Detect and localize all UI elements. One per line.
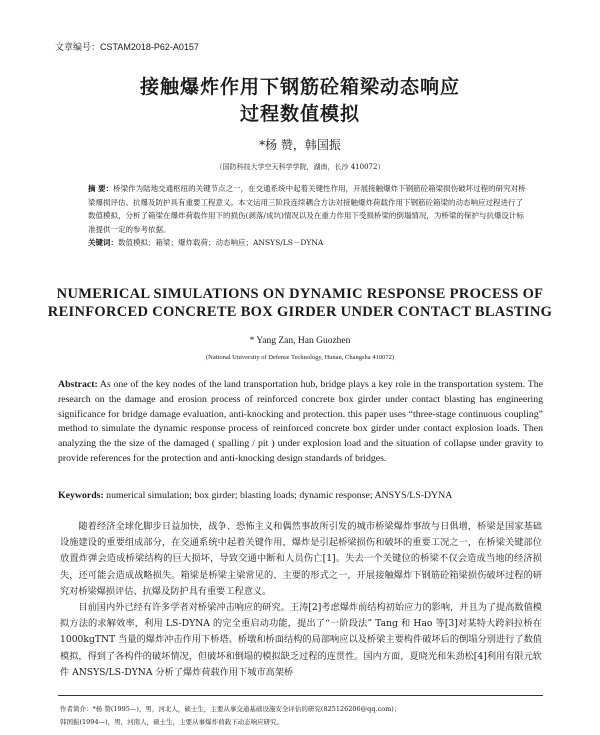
- body-text: [60, 519, 542, 681]
- keywords-cn-label: 关键词：: [88, 238, 118, 248]
- keywords-cn-text: 数值模拟；箱梁；爆炸载荷；动态响应；ANSYS/LS－DYNA: [118, 238, 324, 248]
- abstract-en-label: Abstract:: [58, 379, 98, 390]
- abstract-cn-text: 桥梁作为陆地交通枢纽的关键节点之一，在交通系统中起着关键性作用，开展接触爆炸下钢筋砼箱梁损伤破坏过程的研究对桥梁爆损评估、抗爆及防护具有重要工程意义。本文运用三阶段连续耦合方法对接触爆炸荷载作用下钢筋砼箱梁的动态响应过程进行了数值模拟，分析了箱梁在爆炸荷载作用下的损伤(剥落/成坑)情况以及在重力作用下受损桥梁的倒塌情况，为桥梁的保护与抗爆设计标准提供一定的参考依据。: [88, 184, 526, 234]
- title-en-line2: REINFORCED CONCRETE BOX GIRDER UNDER CONTACT BLASTING: [47, 304, 553, 320]
- affiliation-cn: （国防科技大学空天科学学院，湖南，长沙 410072）: [215, 163, 385, 171]
- affiliation-en: (National University of Defense Technology, Hunan, Changsha 410072): [205, 354, 394, 361]
- abstract-en-text: As one of the key nodes of the land transportation hub, bridge plays a key role in the transportation system. The research on the damage and erosion process of reinforced concrete box girder under contact blasting has engineering significance for bridge damage evaluation, anti-knocking and protection. this paper uses “three-stage continuous coupling” method to simulate the dynamic response process of reinforced concrete box girder under contact explosion loads. Then analyzing the the size of the damaged ( spalling / pit ) under explosion load and the situation of collapse under gravity to provide references for the protection and anti-knocking design standards of bridges.: [58, 379, 543, 464]
- keywords-en-label: Keywords:: [58, 490, 104, 501]
- body-paragraph-2: 目前国内外已经有许多学者对桥梁冲击响应的研究。王涛[2]考虑爆炸前结构初始应力的影响，并且为了提高数值模拟方法的求解效率，利用 LS-DYNA 的完全重启动功能，提出了“一阶段法” Tang 和 Hao 等[3]对某特大跨斜拉桥在 1000kgTNT 当量的爆炸冲击作用下桥塔、桥墩和桥面结构的局部响应以及桥梁主要构件破坏后的倒塌分别进行了数值模拟，得到了各构件的破坏情况，但破坏和倒塌的模拟缺乏过程的连贯性。国内方面，夏晓光和朱劲松[4]利用有限元软件 ANSYS/LS-DYNA 分析了爆炸荷载作用下城市高架桥: [60, 602, 542, 678]
- abstract-cn-label: 摘 要：: [88, 184, 114, 193]
- keywords-cn: [88, 236, 528, 250]
- footnote-divider: [58, 695, 543, 696]
- title-cn-line2: 过程数值模拟: [239, 103, 360, 125]
- title-cn-line1: 接触爆炸作用下钢筋砼箱梁动态响应: [139, 76, 460, 98]
- footnote-author-1: 作者简介：*杨 赞(1995—)，男，河北人，硕士生，主要从事交通基础设施安全评估的研究(825126206@qq.com)；: [60, 705, 401, 713]
- abstract-cn: [88, 182, 528, 250]
- authors-cn: *杨 赞，韩国振: [259, 138, 341, 152]
- body-paragraph-1: 随着经济全球化脚步日益加快，战争、恐怖主义和偶然事故所引发的城市桥梁爆炸事故与日俱增，桥梁是国家基础设施建设的重要组成部分，在交通系统中起着关键作用，爆炸是引起桥梁损伤和破坏的重要工况之一，在桥梁关键部位放置炸弹会造成桥梁结构的巨大损坏，导致交通中断和人员伤亡[1]。失去一个关键位的桥梁不仅会造成当地的经济损失，还可能会造成战略损失。箱梁是桥梁主梁常见的、主要的形式之一，开展接触爆炸下钢筋砼箱梁损伤破坏过程的研究对桥梁爆损评估、抗爆及防护具有重要工程意义。: [60, 521, 542, 597]
- footnote-author-2: 韩国振(1994—)，男，河南人，硕士生，主要从事爆炸荷载下动态响应研究。: [60, 718, 284, 726]
- keywords-en: [58, 490, 543, 501]
- abstract-en: [58, 378, 543, 467]
- title-en-line1: NUMERICAL SIMULATIONS ON DYNAMIC RESPONSE PROCESS OF: [56, 286, 544, 302]
- article-number: 文章编号：CSTAM2018-P62-A0157: [55, 42, 199, 52]
- authors-en: * Yang Zan, Han Guozhen: [249, 336, 351, 346]
- keywords-en-text: numerical simulation; box girder; blasting loads; dynamic response; ANSYS/LS-DYNA: [106, 490, 453, 501]
